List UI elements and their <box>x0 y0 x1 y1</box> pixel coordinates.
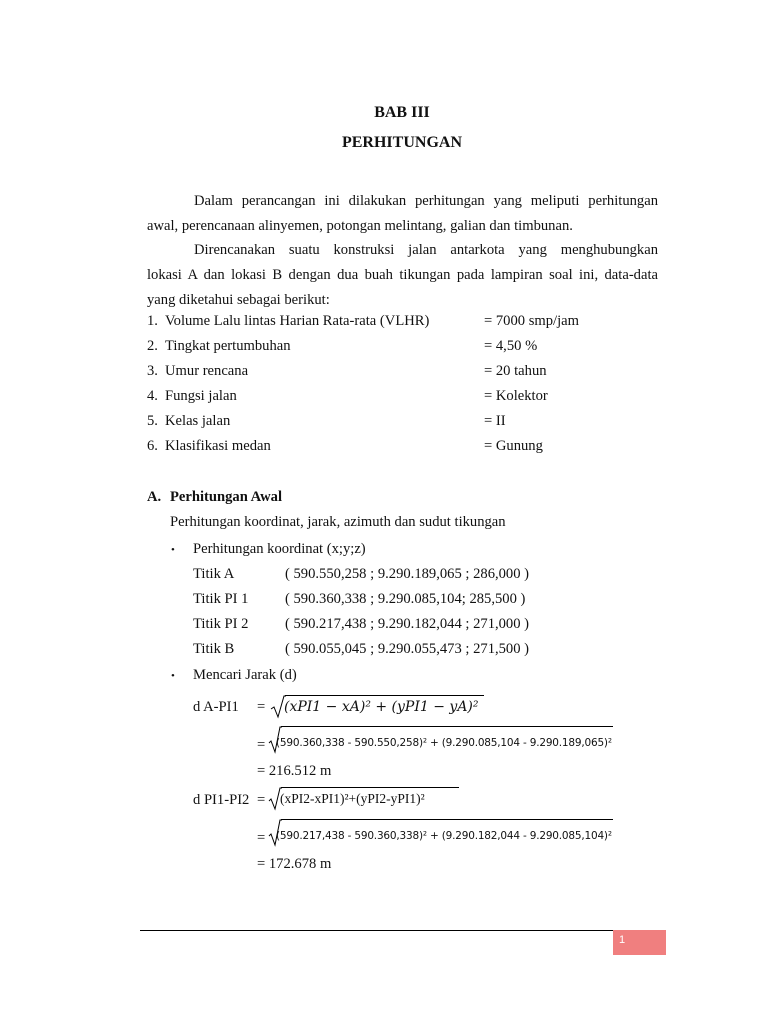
intro-p2-line1: Direncanakan suatu konstruksi jalan antarkota yang menghubungkan <box>194 242 658 258</box>
page-number: 1 <box>619 934 626 946</box>
intro-p2-line3: yang diketahui sebagai berikut: <box>147 292 330 308</box>
param-value: = 4,50 % <box>484 338 538 354</box>
point-coords: ( 590.055,045 ; 9.290.055,473 ; 271,500 ) <box>285 641 530 657</box>
d1-sub-equals: = <box>257 737 266 753</box>
coords-heading: Perhitungan koordinat (x;y;z) <box>193 541 366 557</box>
point-name: Titik PI 1 <box>193 591 249 607</box>
intro-p1-line2: awal, perencanaan alinyemen, potongan melintang, galian dan timbunan. <box>147 218 573 234</box>
intro-p1-line1: Dalam perancangan ini dilakukan perhitungan yang meliputi perhitungan <box>194 193 658 209</box>
param-label: Volume Lalu lintas Harian Rata-rata (VLHR) <box>165 313 430 329</box>
param-label: Umur rencana <box>165 363 249 379</box>
section-subtitle: Perhitungan koordinat, jarak, azimuth dan sudut tikungan <box>170 514 506 530</box>
param-value: = Gunung <box>484 438 543 454</box>
point-name: Titik A <box>193 566 235 582</box>
footer-divider <box>140 930 614 931</box>
param-value: = Kolektor <box>484 388 548 404</box>
param-value: = 7000 smp/jam <box>484 313 579 329</box>
param-value: = 20 tahun <box>484 363 547 379</box>
param-num: 1. <box>147 313 158 329</box>
point-name: Titik PI 2 <box>193 616 249 632</box>
bullet-icon: • <box>171 544 175 556</box>
bullet-icon: • <box>171 670 175 682</box>
param-label: Fungsi jalan <box>165 388 237 404</box>
chapter-title: PERHITUNGAN <box>341 134 462 151</box>
d2-substitution-text: (590.217,438 - 590.360,338)² + (9.290.182,044 - 9.290.085,104)² <box>276 830 612 842</box>
d2-label: d PI1-PI2 <box>193 792 250 808</box>
param-value: = II <box>484 413 506 429</box>
param-num: 3. <box>147 363 158 379</box>
d1-equals: = <box>257 699 266 715</box>
point-coords: ( 590.360,338 ; 9.290.085,104; 285,500 ) <box>285 591 526 607</box>
intro-p2-line2: lokasi A dan lokasi B dengan dua buah tikungan pada lampiran soal ini, data-data <box>147 267 658 283</box>
d1-result: = 216.512 m <box>257 763 332 779</box>
d2-sub-equals: = <box>257 830 266 846</box>
param-num: 6. <box>147 438 158 454</box>
param-label: Tingkat pertumbuhan <box>165 338 291 354</box>
param-num: 5. <box>147 413 158 429</box>
point-name: Titik B <box>193 641 235 657</box>
chapter-label: BAB III <box>374 104 430 121</box>
param-label: Klasifikasi medan <box>165 438 271 454</box>
d1-label: d A-PI1 <box>193 699 239 715</box>
section-letter: A. <box>147 489 162 505</box>
distance-heading: Mencari Jarak (d) <box>193 667 297 683</box>
param-num: 4. <box>147 388 158 404</box>
point-coords: ( 590.550,258 ; 9.290.189,065 ; 286,000 ) <box>285 566 530 582</box>
param-num: 2. <box>147 338 158 354</box>
point-coords: ( 590.217,438 ; 9.290.182,044 ; 271,000 ) <box>285 616 530 632</box>
d2-result: = 172.678 m <box>257 856 332 872</box>
d1-formula-text: (xPI1 − xA)² + (yPI1 − yA)² <box>284 699 479 715</box>
d2-equals: = <box>257 792 266 808</box>
d2-formula-text: (xPI2-xPI1)²+(yPI2-yPI1)² <box>280 791 425 806</box>
section-title: Perhitungan Awal <box>170 489 283 505</box>
param-label: Kelas jalan <box>165 413 231 429</box>
d1-substitution-text: (590.360,338 - 590.550,258)² + (9.290.085,104 - 9.290.189,065)² <box>276 737 612 749</box>
